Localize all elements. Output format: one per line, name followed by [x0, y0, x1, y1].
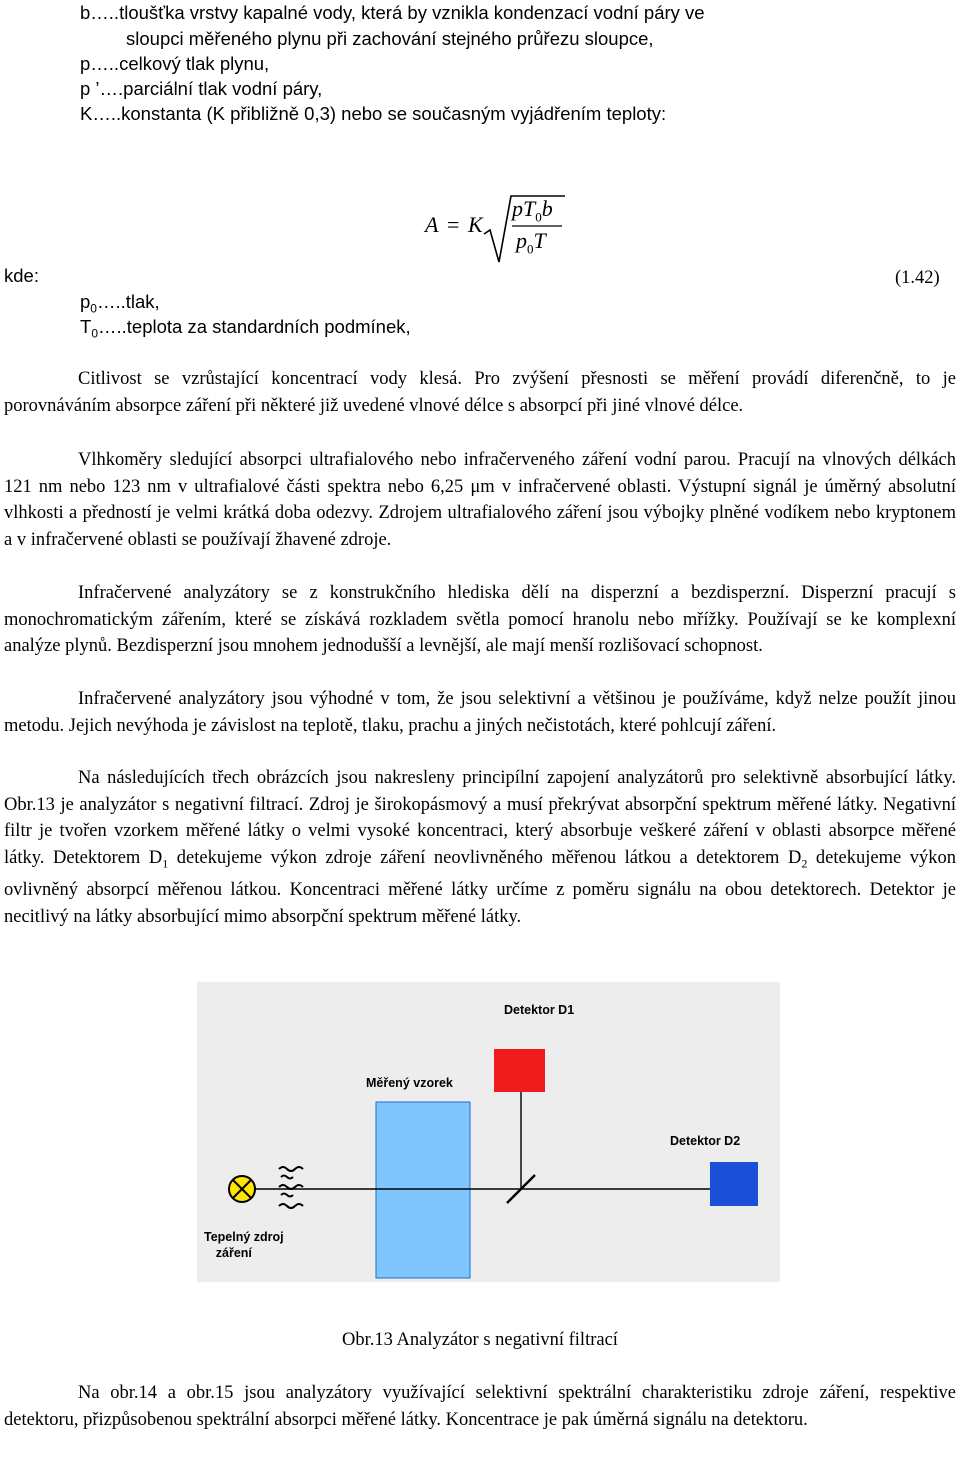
equation-number: (1.42)	[895, 268, 940, 288]
where-t0	[80, 314, 411, 347]
label-sample: Měřený vzorek	[366, 1076, 453, 1090]
p0-subscript: 0	[90, 301, 97, 316]
denominator-subscript: 0	[527, 241, 534, 257]
paragraph-ir-advantages: Infračervené analyzátory jsou výhodné v tom, že jsou selektivní a většinou je používáme, když nelze použít jinou metodu. Jejich nevýhoda je závislost na teplotě, tlaku, prachu a jiných nečistotách, které pohlcují záření.	[4, 689, 956, 736]
where-label: kde:	[4, 265, 39, 286]
detector-d1-box	[494, 1049, 545, 1092]
formula-1-42	[420, 186, 580, 276]
t0-symbol: T	[80, 316, 92, 337]
formula-denominator	[516, 228, 546, 257]
para5-subscript-1: 1	[162, 856, 169, 871]
formula-equals: =	[447, 212, 460, 237]
para5-subscript-2: 2	[801, 856, 808, 871]
figure-13-diagram	[197, 982, 780, 1282]
label-detector-d2: Detektor D2	[670, 1134, 741, 1148]
para5-text-a: Na následujících třech obrázcích jsou nakresleny principílní zapojení analyzátorů pro selektivně absorbující látky. Obr.13 je analyzátor s negativní filtrací. Zdroj je širokopásmový a musí překrývat absorpční spektrum měřené látky. Negativní filtr je tvořen vzorkem měřené látky o velmi vysoké koncentraci, který absorbuje veškeré záření v oblasti absorpce měřené látky. Detektorem D	[4, 768, 956, 868]
definition-b-continued: sloupci měřeného plynu při zachování stejného průřezu sloupce,	[126, 28, 654, 49]
detector-d2-box	[710, 1162, 758, 1206]
square-root-sign	[420, 186, 580, 276]
definition-p: p…..celkový tlak plynu,	[80, 53, 270, 74]
heat-wave-symbols	[279, 1167, 303, 1208]
p0-symbol: p	[80, 291, 91, 312]
definition-k: K…..konstanta (K přibližně 0,3) nebo se současným vyjádřením teploty:	[80, 103, 667, 124]
formula-k: K	[468, 212, 483, 237]
figure-caption: Obr.13 Analyzátor s negativní filtrací	[342, 1330, 618, 1350]
denominator-t: T	[533, 228, 546, 253]
numerator-p: p	[512, 196, 523, 221]
numerator-subscript: 0	[535, 209, 542, 225]
t0-subscript: 0	[91, 326, 98, 341]
denominator-p: p	[516, 228, 527, 253]
diagram-graphics	[197, 982, 780, 1282]
t0-text: …..teplota za standardních podmínek,	[98, 316, 411, 337]
numerator-t: T	[523, 196, 536, 221]
label-detector-d1: Detektor D1	[504, 1003, 575, 1017]
label-source-line2: záření	[215, 1246, 252, 1260]
paragraph-hygrometers: Vlhkoměry sledující absorpci ultrafialového nebo infračerveného záření vodní parou. Pracují na vlnových délkách 121 nm nebo 123 nm v ultrafialové části spektra nebo 6,25 μm v infračervené oblasti. Výstupní signál je úměrný absolutní vlhkosti a předností je velmi krátká doba odezvy. Zdrojem ultrafialového záření jsou výbojky plněné vodíkem nebo kryptonem a v infračervené oblasti se používají žhavené zdroje.	[4, 450, 956, 550]
label-source-line1: Tepelný zdroj	[204, 1230, 284, 1244]
para5-text-b: detekujeme výkon zdroje záření neovlivněného měřenou látkou a detektorem D	[168, 847, 802, 868]
paragraph-ir-analyzers: Infračervené analyzátory se z konstrukčního hlediska dělí na disperzní a bezdisperzní. Disperzní pracují s monochromatickým zářením, které se získává rozkladem světla pomocí hranolu nebo mřížky. Používají se ke komplexní analýze plynů. Bezdisperzní jsou mnohem jednodušší a levnější, ale mají menší rozlišovací schopnost.	[4, 583, 956, 657]
definition-b: b…..tloušťka vrstvy kapalné vody, která by vznikla kondenzací vodní páry ve	[80, 2, 705, 23]
label-source	[204, 1229, 284, 1261]
p0-text: …..tlak,	[96, 291, 160, 312]
paragraph-final: Na obr.14 a obr.15 jsou analyzátory využívající selektivní spektrální charakteristiku zdroje záření, respektive detektoru, přizpůsobenou spektrální absorpci měřené látky. Koncentrace je pak úměrná signálu na detektoru.	[4, 1383, 956, 1430]
numerator-b: b	[541, 196, 553, 221]
formula-numerator	[512, 196, 553, 225]
para5-text-c: detekujeme výkon ovlivněný absorpcí měřenou látkou. Koncentraci měřené látky určíme z poměru signálu na obou detektorech. Detektor je necitlivý na látky absorbující mimo absorpční spektrum měřené látky.	[4, 847, 957, 927]
paragraph-figures-intro	[4, 765, 956, 930]
paragraph-sensitivity: Citlivost se vzrůstající koncentrací vody klesá. Pro zvýšení přesnosti se měření provádí diferenčně, to je porovnáváním absorpce záření při některé již uvedené vlnové délce s absorpcí při jiné vlnové délce.	[4, 369, 956, 416]
sample-cell	[376, 1102, 470, 1278]
formula-lhs: A	[425, 212, 439, 237]
definition-p-prime: p ’….parciální tlak vodní páry,	[80, 78, 323, 99]
